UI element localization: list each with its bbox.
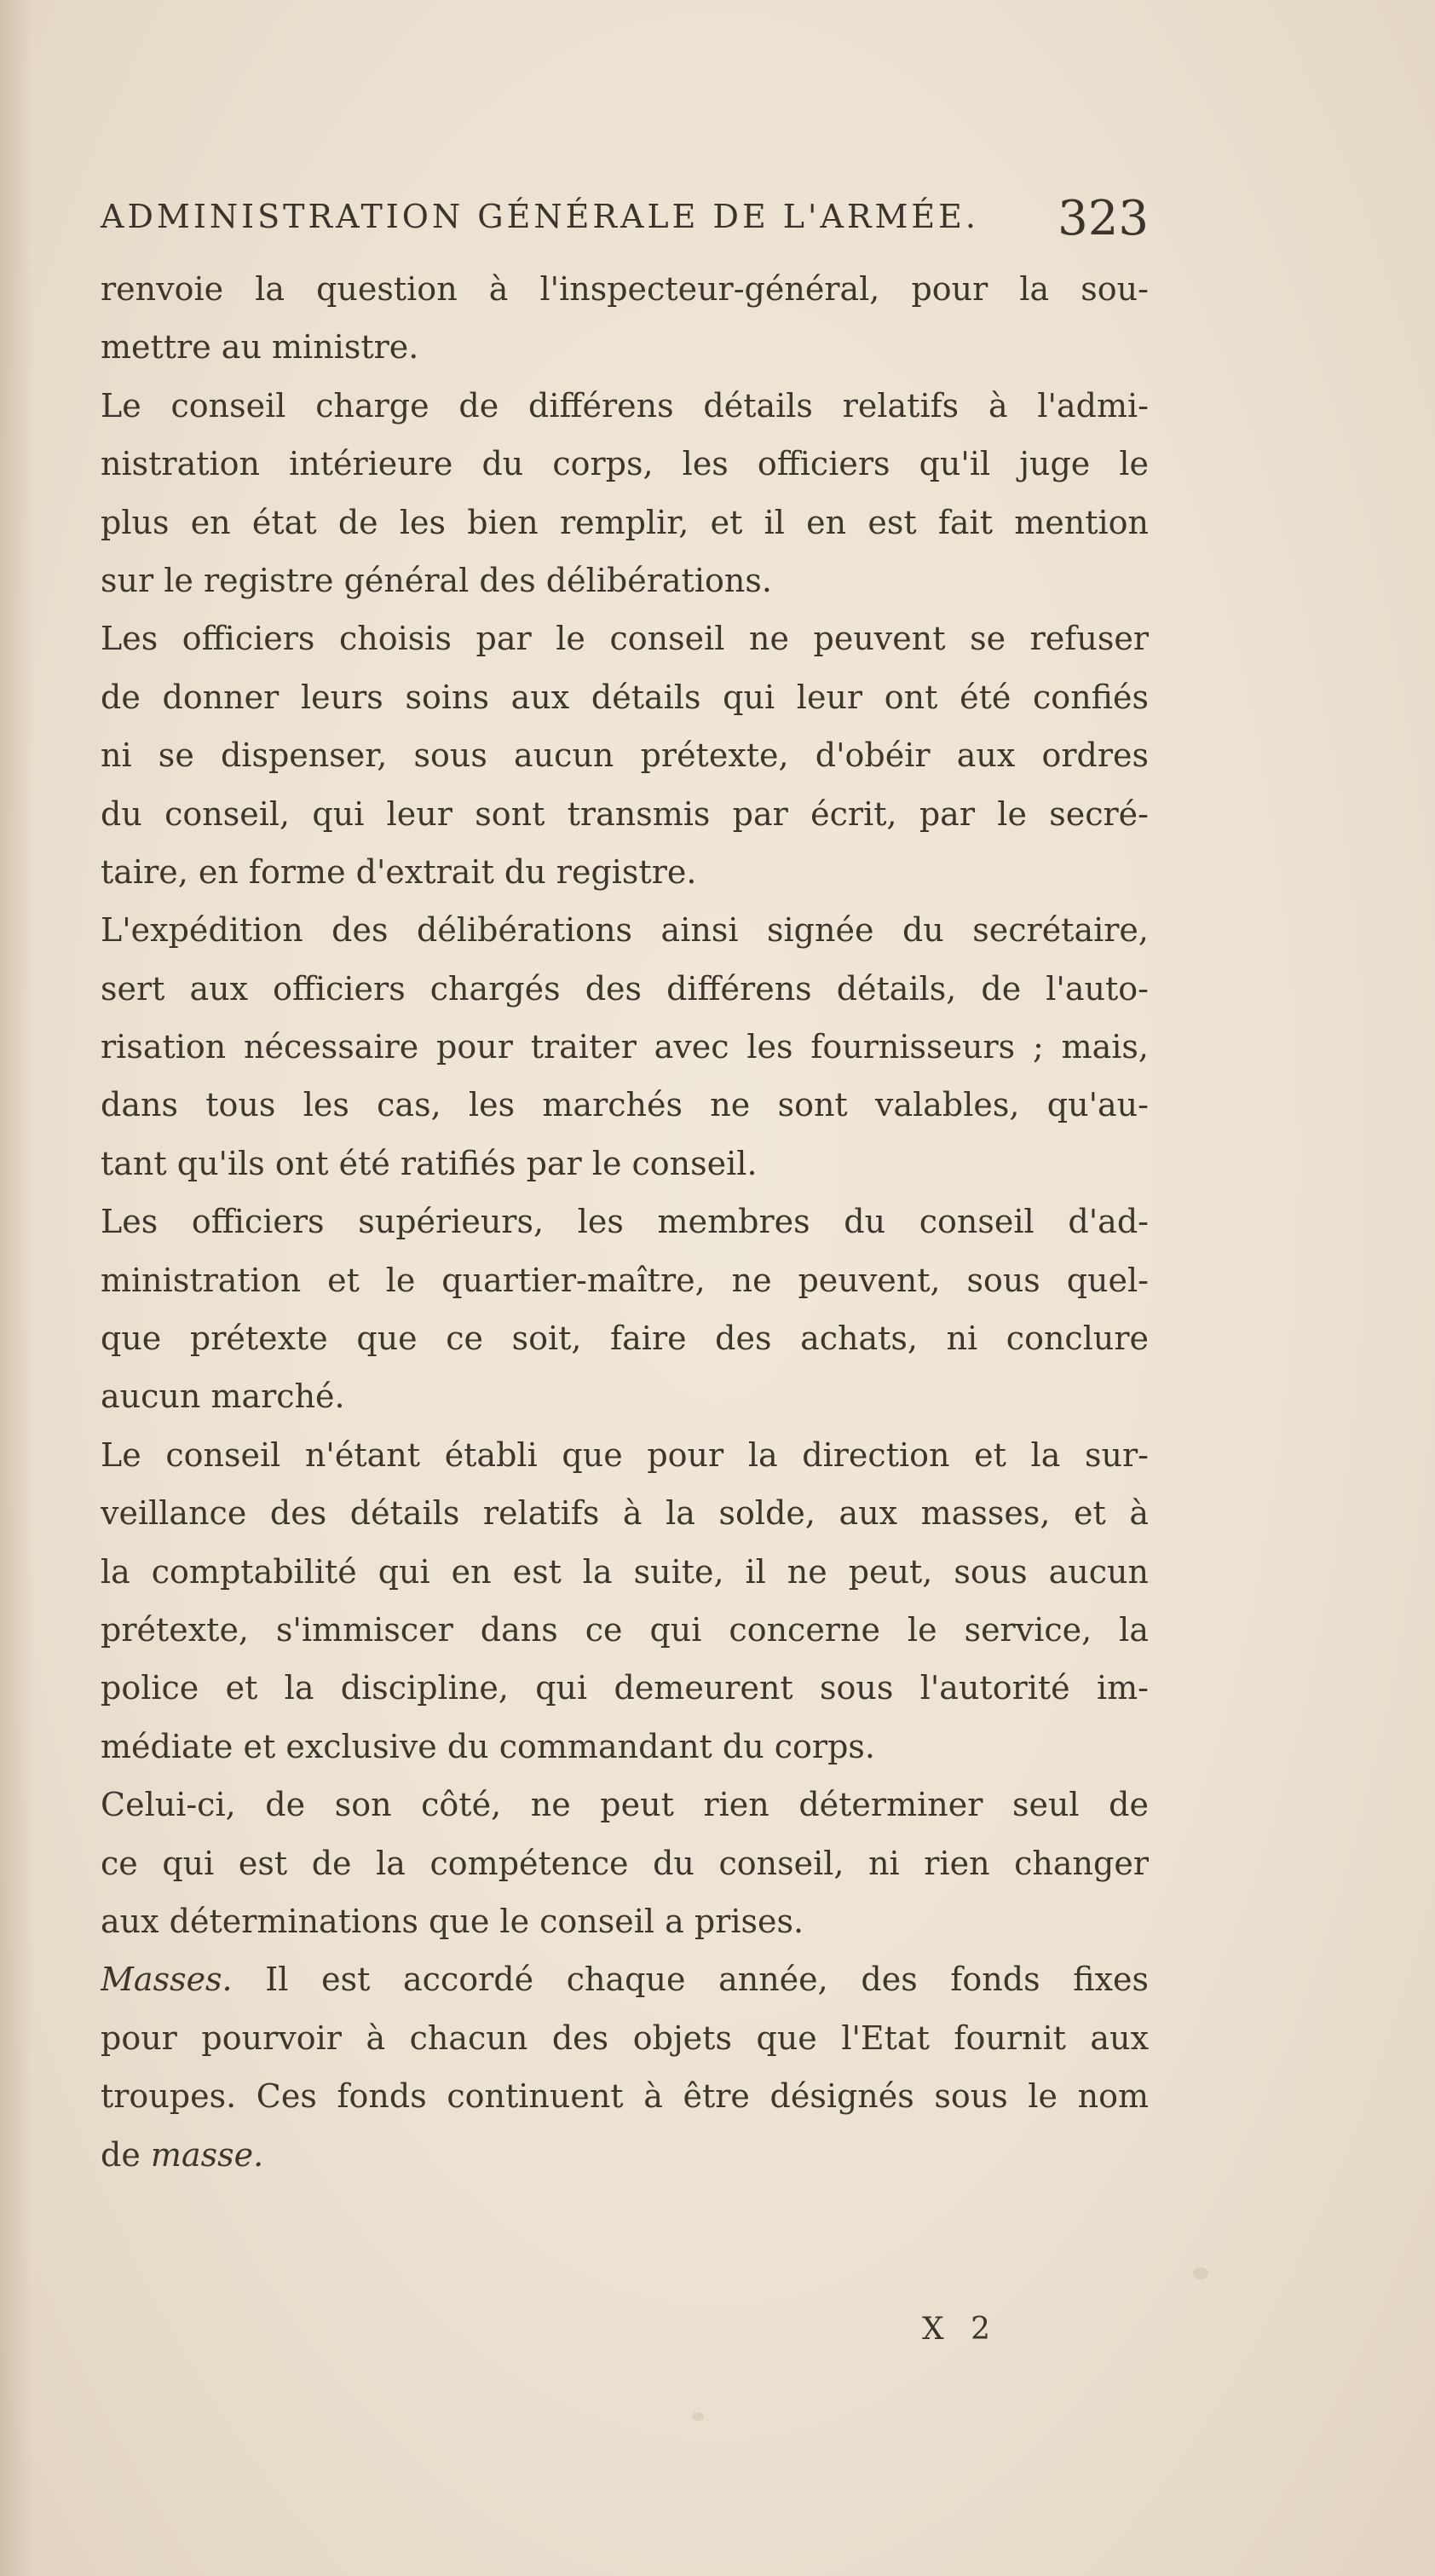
text-line: sert aux officiers chargés des différens détails, de l'auto- — [101, 969, 1149, 1008]
text-line: nistration intérieure du corps, les officiers qu'il juge le — [101, 445, 1149, 483]
text-line: dans tous les cas, les marchés ne sont valables, qu'au- — [101, 1086, 1149, 1124]
page-number: 323 — [1058, 191, 1149, 246]
text-line: tant qu'ils ont été ratifiés par le conseil. — [101, 1144, 758, 1182]
text-line: renvoie la question à l'inspecteur-général, pour la sou- — [101, 270, 1149, 308]
text-line: plus en état de les bien remplir, et il en est fait mention — [101, 503, 1149, 541]
paper-stain — [692, 2412, 704, 2421]
text-line-rest: Il est accordé chaque année, des fonds fixes — [232, 1961, 1149, 1999]
page-gutter-shadow — [0, 0, 34, 2576]
text-line: aucun marché. — [101, 1378, 345, 1416]
text-line: Le conseil n'étant établi que pour la direction et la sur- — [101, 1435, 1149, 1474]
text-line: L'expédition des délibérations ainsi signée du secrétaire, — [101, 911, 1149, 950]
text-line: médiate et exclusive du commandant du corps. — [101, 1727, 875, 1765]
text-line-lead: de — [101, 2135, 151, 2174]
text-line: Les officiers supérieurs, les membres du conseil d'ad- — [101, 1203, 1149, 1241]
text-line: ce qui est de la compétence du conseil, ni rien changer — [101, 1844, 1149, 1882]
text-line: que prétexte que ce soit, faire des achats, ni conclure — [101, 1320, 1149, 1358]
text-line: pour pourvoir à chacun des objets que l'Etat fournit aux — [101, 2019, 1149, 2057]
text-line: Celui-ci, de son côté, ne peut rien déterminer seul de — [101, 1786, 1149, 1824]
text-line-masses — [101, 1950, 1149, 2008]
text-line: troupes. Ces fonds continuent à être désignés sous le nom — [101, 2077, 1149, 2116]
paper-stain — [1193, 2267, 1208, 2279]
text-line: du conseil, qui leur sont transmis par écrit, par le secré- — [101, 794, 1149, 833]
text-line: aux déterminations que le conseil a prises. — [101, 1902, 804, 1940]
signature-mark: X 2 — [922, 2312, 999, 2347]
text-line: police et la discipline, qui demeurent sous l'autorité im- — [101, 1669, 1149, 1707]
text-line: Le conseil charge de différens détails relatifs à l'admi- — [101, 386, 1149, 425]
text-line: prétexte, s'immiscer dans ce qui concerne le service, la — [101, 1610, 1149, 1649]
text-line: de donner leurs soins aux détails qui leur ont été confiés — [101, 678, 1149, 716]
text-line: sur le registre général des délibérations. — [101, 561, 772, 599]
running-head: ADMINISTRATION GÉNÉRALE DE L'ARMÉE. — [101, 198, 979, 235]
text-line: veillance des détails relatifs à la solde, aux masses, et à — [101, 1494, 1149, 1533]
body-text — [101, 260, 1149, 2184]
section-lead-masses: Masses. — [101, 1961, 233, 1999]
text-line: taire, en forme d'extrait du registre. — [101, 852, 697, 891]
italic-term-masse: masse. — [150, 2135, 264, 2174]
text-line: risation nécessaire pour traiter avec les fournisseurs ; mais, — [101, 1028, 1149, 1066]
text-line: ni se dispenser, sous aucun prétexte, d'obéir aux ordres — [101, 736, 1149, 775]
text-line-final — [101, 2126, 1149, 2184]
text-line: la comptabilité qui en est la suite, il ne peut, sous aucun — [101, 1552, 1149, 1591]
page-header — [101, 191, 1149, 251]
text-line: ministration et le quartier-maître, ne peuvent, sous quel- — [101, 1261, 1149, 1299]
text-line: Les officiers choisis par le conseil ne peuvent se refuser — [101, 620, 1149, 658]
text-line: mettre au ministre. — [101, 328, 419, 367]
